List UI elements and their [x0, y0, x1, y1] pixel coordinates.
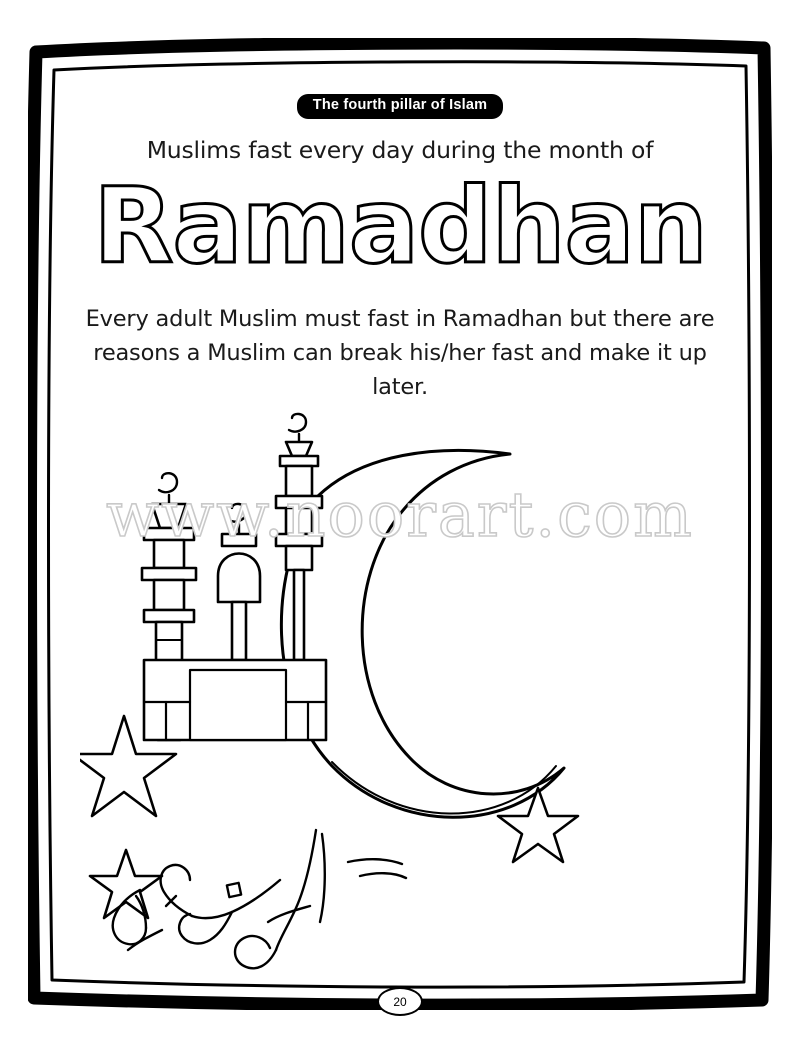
mosque-dome — [218, 504, 260, 660]
intro-line: Muslims fast every day during the month of — [146, 136, 654, 164]
page-number: 20 — [393, 994, 407, 1009]
watermark: www.noorart.com — [106, 478, 694, 551]
arabic-calligraphy — [113, 830, 406, 968]
pillar-banner: The fourth pillar of Islam — [297, 94, 503, 119]
page-content — [60, 80, 740, 980]
title-container — [60, 165, 740, 287]
ramadhan-illustration — [80, 410, 720, 970]
body-paragraph: Every adult Muslim must fast in Ramadhan but there are reasons a Muslim can break his/her fast and make it up later. — [85, 306, 715, 401]
page-title: Ramadhan — [93, 165, 707, 287]
mosque-body — [144, 660, 326, 740]
page-number-badge — [377, 987, 423, 1016]
banner-container — [60, 94, 740, 119]
star-small-left — [90, 850, 162, 918]
crescent-moon — [281, 450, 564, 817]
